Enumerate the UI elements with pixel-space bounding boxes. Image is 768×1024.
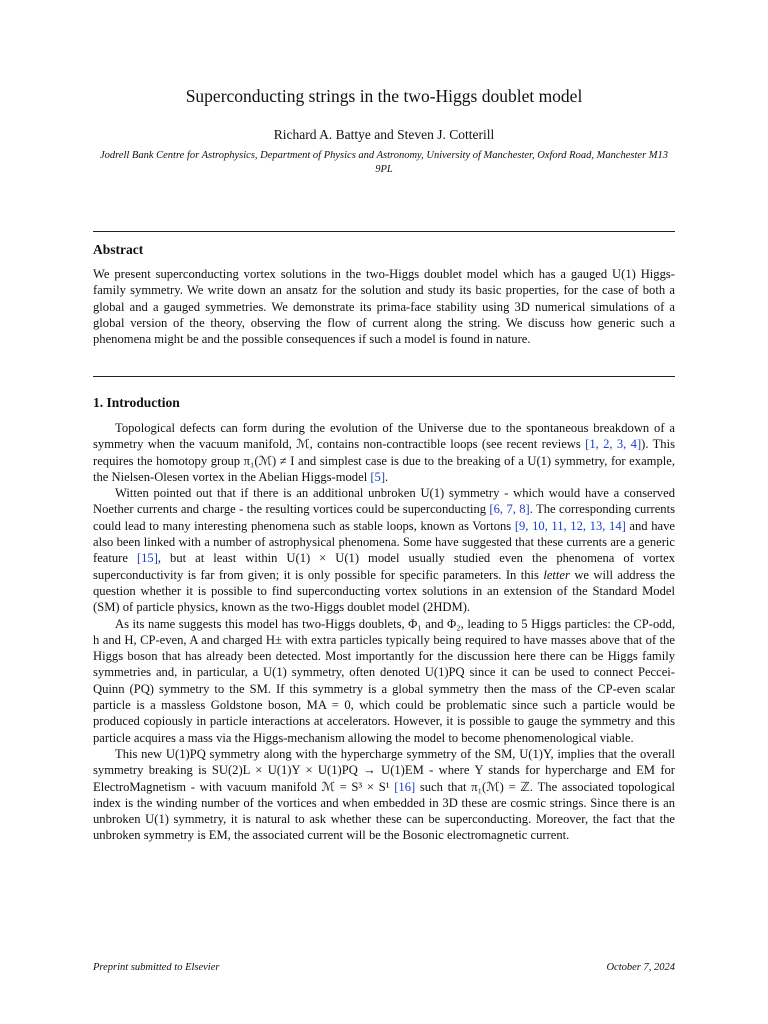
text-run: ). This requires the homotopy group π₁(ℳ) ≠ I and simplest case is due to the breaking of a U(1) symmetry, for example, the Nielsen-Olesen vortex in the Abelian Higgs-model (93, 437, 675, 484)
citation-link[interactable]: [16] (394, 779, 416, 794)
text-run: Witten pointed out that if there is an additional unbroken U(1) symmetry - which would have a conserved Noether currents and charge - the resulting vortices could be superconducting (93, 486, 675, 517)
emphasis-text: letter (543, 567, 570, 582)
paper-title: Superconducting strings in the two-Higgs doublet model (185, 86, 583, 106)
citation-link[interactable]: [1, 2, 3, 4] (585, 437, 642, 452)
citation-link[interactable]: [15] (136, 551, 158, 566)
text-run: Topological defects can form during the evolution of the Universe due to the spontaneous breakdown of a symmetry when the vacuum manifold, ℳ, contains non-contractible loops (see recent reviews (93, 421, 675, 452)
paragraph-3: As its name suggests this model has two-Higgs doublets, Φ₁ and Φ₂, leading to 5 Higgs particles: the CP-odd, h and H, CP-even, A and charged H± with extra particles typically being required to have masses above that of the Higgs boson that has already been detected. Most importantly for the discussion here there can be Higgs family symmetries and, in particular, a U(1) symmetry, often denoted U(1)PQ since it can be used to connect Peccei-Quinn (PQ) symmetry to the SM. If this symmetry is a global symmetry then the mass of the CP-even scalar particle is a massless Goldstone boson, MA = 0, which could be problematic since such a particle would be produced copiously in particle interactions at accelerators. However, it is possible to gauge the symmetry and this particle acquires a mass via the Higgs-mechanism allowing the model to become phenomenological viable. (93, 616, 675, 745)
paper-affiliation: Jodrell Bank Centre for Astrophysics, Department of Physics and Astronomy, University of Manchester, Oxford Road, Manchester M13 9PL (99, 150, 669, 175)
divider-top (93, 231, 675, 232)
footer-preprint-note: Preprint submitted to Elsevier (93, 962, 220, 973)
divider-bottom (93, 376, 675, 377)
text-run: such that π₁(ℳ) = ℤ. The associated topological index is the winding number of the vortices and when embedded in 3D these are cosmic strings. Since there is an unbroken U(1) symmetry, it is natural to ask whether these can be superconducting. Moreover, the fact that the unbroken symmetry is EM, the associated current will be the Bosonic electromagnetic current. (93, 779, 675, 843)
section-heading-introduction: 1. Introduction (93, 395, 180, 410)
paragraph-1 (93, 420, 675, 485)
abstract-heading: Abstract (93, 242, 144, 257)
citation-link[interactable]: [9, 10, 11, 12, 13, 14] (514, 518, 626, 533)
text-run: , but at least within U(1) × U(1) model usually studied even the phenomena of vortex superconductivity is far from given; it is only possible for specific parameters. In this (93, 551, 675, 582)
text-run: This new U(1)PQ symmetry along with the hypercharge symmetry of the SM, U(1)Y, implies that the overall symmetry breaking is SU(2)L × U(1)Y × U(1)PQ → U(1)EM - where Y stands for hypercharge and EM for ElectroMagnetism - with vacuum manifold ℳ = S³ × S¹ (93, 746, 675, 794)
citation-link[interactable]: [6, 7, 8] (489, 502, 530, 517)
text-run: . (385, 469, 389, 484)
paragraph-2 (93, 485, 675, 615)
footer-date: October 7, 2024 (606, 962, 675, 973)
introduction-body (93, 420, 675, 844)
text-run: we will address the question whether it is possible to find superconducting vortex solutions in an extension of the Standard Model (SM) of particle physics, known as the two-Higgs doublet model (2HDM). (93, 567, 675, 615)
text-run: . The corresponding currents could lead to many interesting phenomena such as stable loops, known as Vortons (93, 502, 676, 533)
text-run: and have also been linked with a number of astrophysical phenomena. Some have suggested that these currents are a generic feature (93, 518, 675, 566)
citation-link[interactable]: [5] (370, 469, 386, 484)
paragraph-4 (93, 746, 675, 844)
paper-authors: Richard A. Battye and Steven J. Cotterill (273, 127, 495, 142)
abstract-text: We present superconducting vortex solutions in the two-Higgs doublet model which has a gauged U(1) Higgs-family symmetry. We write down an ansatz for the solution and study its basic properties, for the case of both a global and a gauged symmetries. We demonstrate its prima-face stability using 3D numerical simulations of a global version of the theory, observing the flow of current along the string. We discuss how generic such a phenomena might be and the possible consequences if such a model is found in nature. (93, 267, 675, 347)
